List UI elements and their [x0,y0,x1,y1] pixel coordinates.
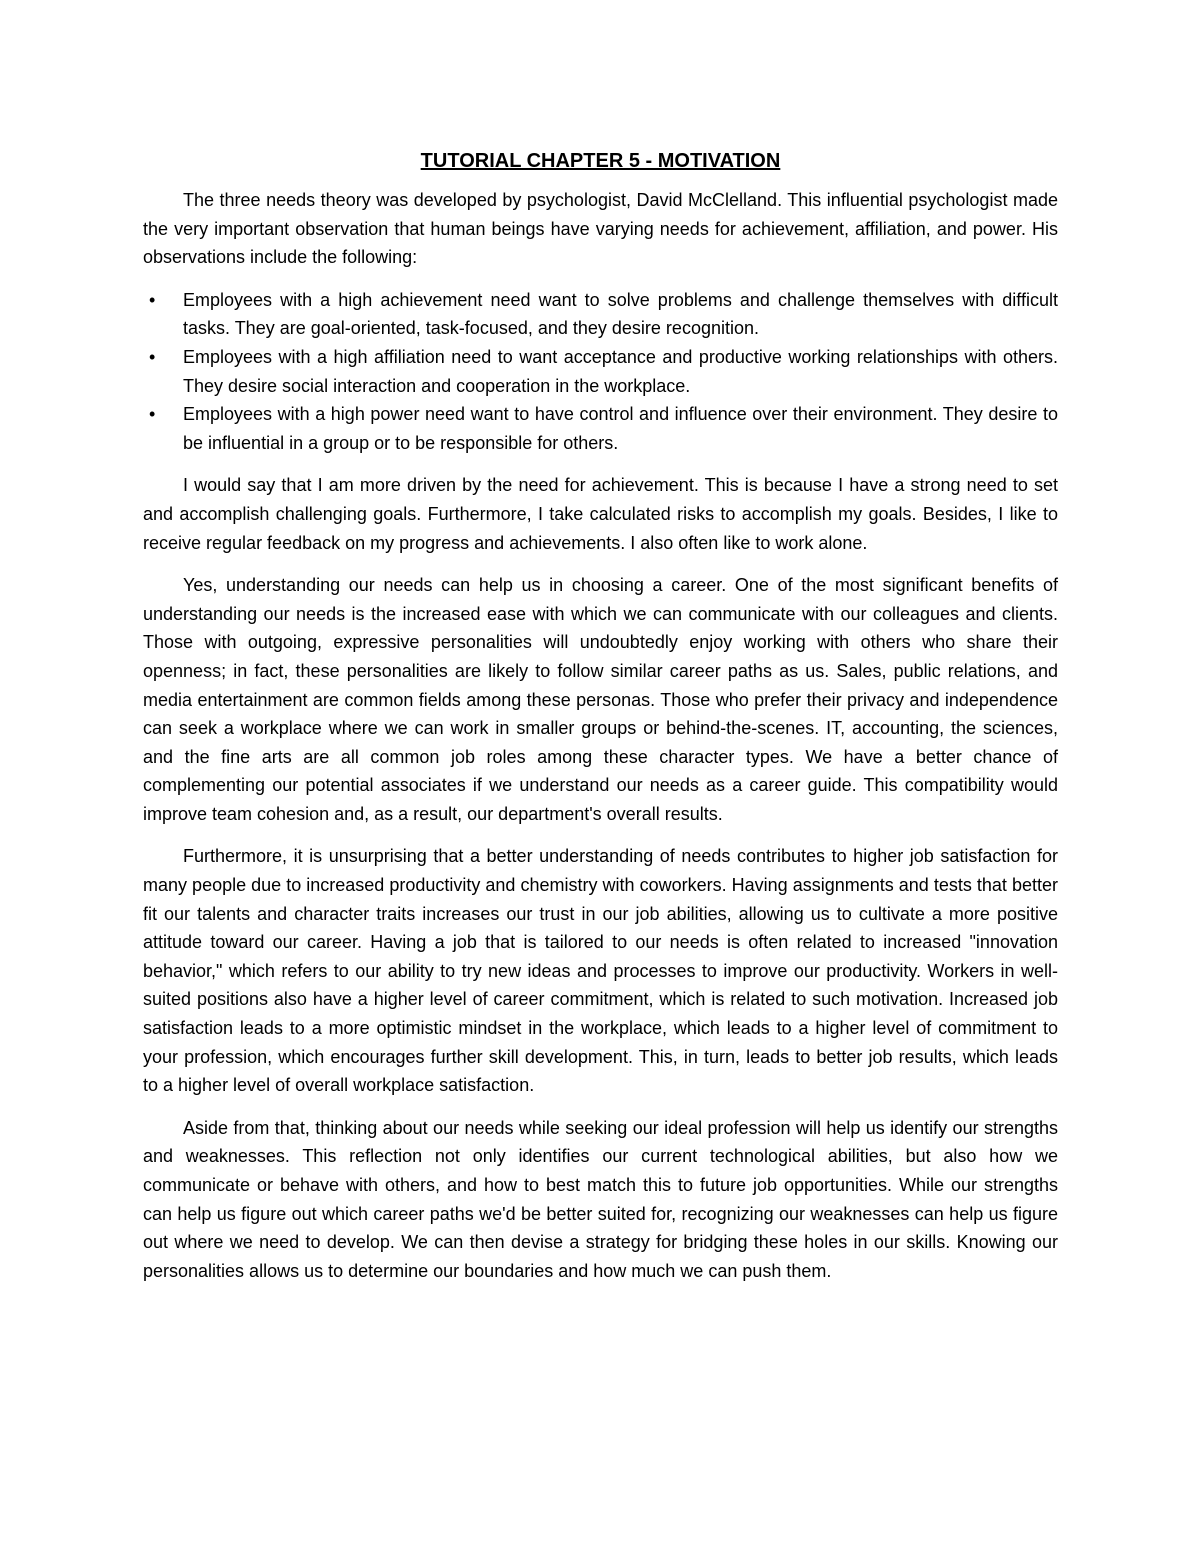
bullet-icon: • [149,346,156,367]
body-paragraph: I would say that I am more driven by the need for achievement. This is because I have a strong need to set and accomplish challenging goals. Furthermore, I take calculated risks to accomplish my goals. Besides, I like to receive regular feedback on my progress and achievements. I also often like to work alone. [143,475,1058,553]
body-paragraph: Aside from that, thinking about our needs while seeking our ideal profession will help us identify our strengths and weaknesses. This reflection not only identifies our current technological abilities, but also how we communicate or behave with others, and how to best match this to future job opportunities. While our strengths can help us figure out which career paths we'd be better suited for, recognizing our weaknesses can help us figure out where we need to develop. We can then devise a strategy for bridging these holes in our skills. Knowing our personalities allows us to determine our boundaries and how much we can push them. [143,1117,1058,1281]
list-item-text: Employees with a high achievement need want to solve problems and challenge themselves with difficult tasks. They are goal-oriented, task-focused, and they desire recognition. [183,289,1058,339]
body-paragraph: Yes, understanding our needs can help us in choosing a career. One of the most significant benefits of understanding our needs is the increased ease with which we can communicate with our colleagues and clients. Those with outgoing, expressive personalities will undoubtedly enjoy working with others who share their openness; in fact, these personalities are likely to follow similar career paths as us. Sales, public relations, and media entertainment are common fields among these personas. Those who prefer their privacy and independence can seek a workplace where we can work in smaller groups or behind-the-scenes. IT, accounting, the sciences, and the fine arts are all common job roles among these character types. We have a better chance of complementing our potential associates if we understand our needs as a career guide. This compatibility would improve team cohesion and, as a result, our department's overall results. [143,575,1058,824]
list-item [143,400,1058,457]
body-paragraph: Furthermore, it is unsurprising that a better understanding of needs contributes to higher job satisfaction for many people due to increased productivity and chemistry with coworkers. Having assignments and tests that better fit our talents and character traits increases our trust in our job abilities, allowing us to cultivate a more positive attitude toward our career. Having a job that is tailored to our needs is often related to increased "innovation behavior," which refers to our ability to try new ideas and processes to improve our productivity. Workers in well-suited positions also have a higher level of career commitment, which is related to such motivation. Increased job satisfaction leads to a more optimistic mindset in the workplace, which leads to a higher level of commitment to your profession, which encourages further skill development. This, in turn, leads to better job results, which leads to a higher level of overall workplace satisfaction. [143,846,1058,1096]
document-page [143,148,1058,1299]
document-title: TUTORIAL CHAPTER 5 - MOTIVATION [420,150,781,172]
list-item [143,286,1058,343]
list-item-text: Employees with a high power need want to have control and influence over their environment. They desire to be influential in a group or to be responsible for others. [183,404,1058,453]
list-item [143,343,1058,400]
list-item-text: Employees with a high affiliation need to want acceptance and productive working relationships with others. They desire social interaction and cooperation in the workplace. [183,346,1058,396]
needs-list [143,286,1058,458]
bullet-icon: • [149,404,156,425]
intro-paragraph: The three needs theory was developed by psychologist, David McClelland. This influential psychologist made the very important observation that human beings have varying needs for achievement, affiliation, and power. His observations include the following: [143,190,1058,268]
bullet-icon: • [149,289,156,310]
